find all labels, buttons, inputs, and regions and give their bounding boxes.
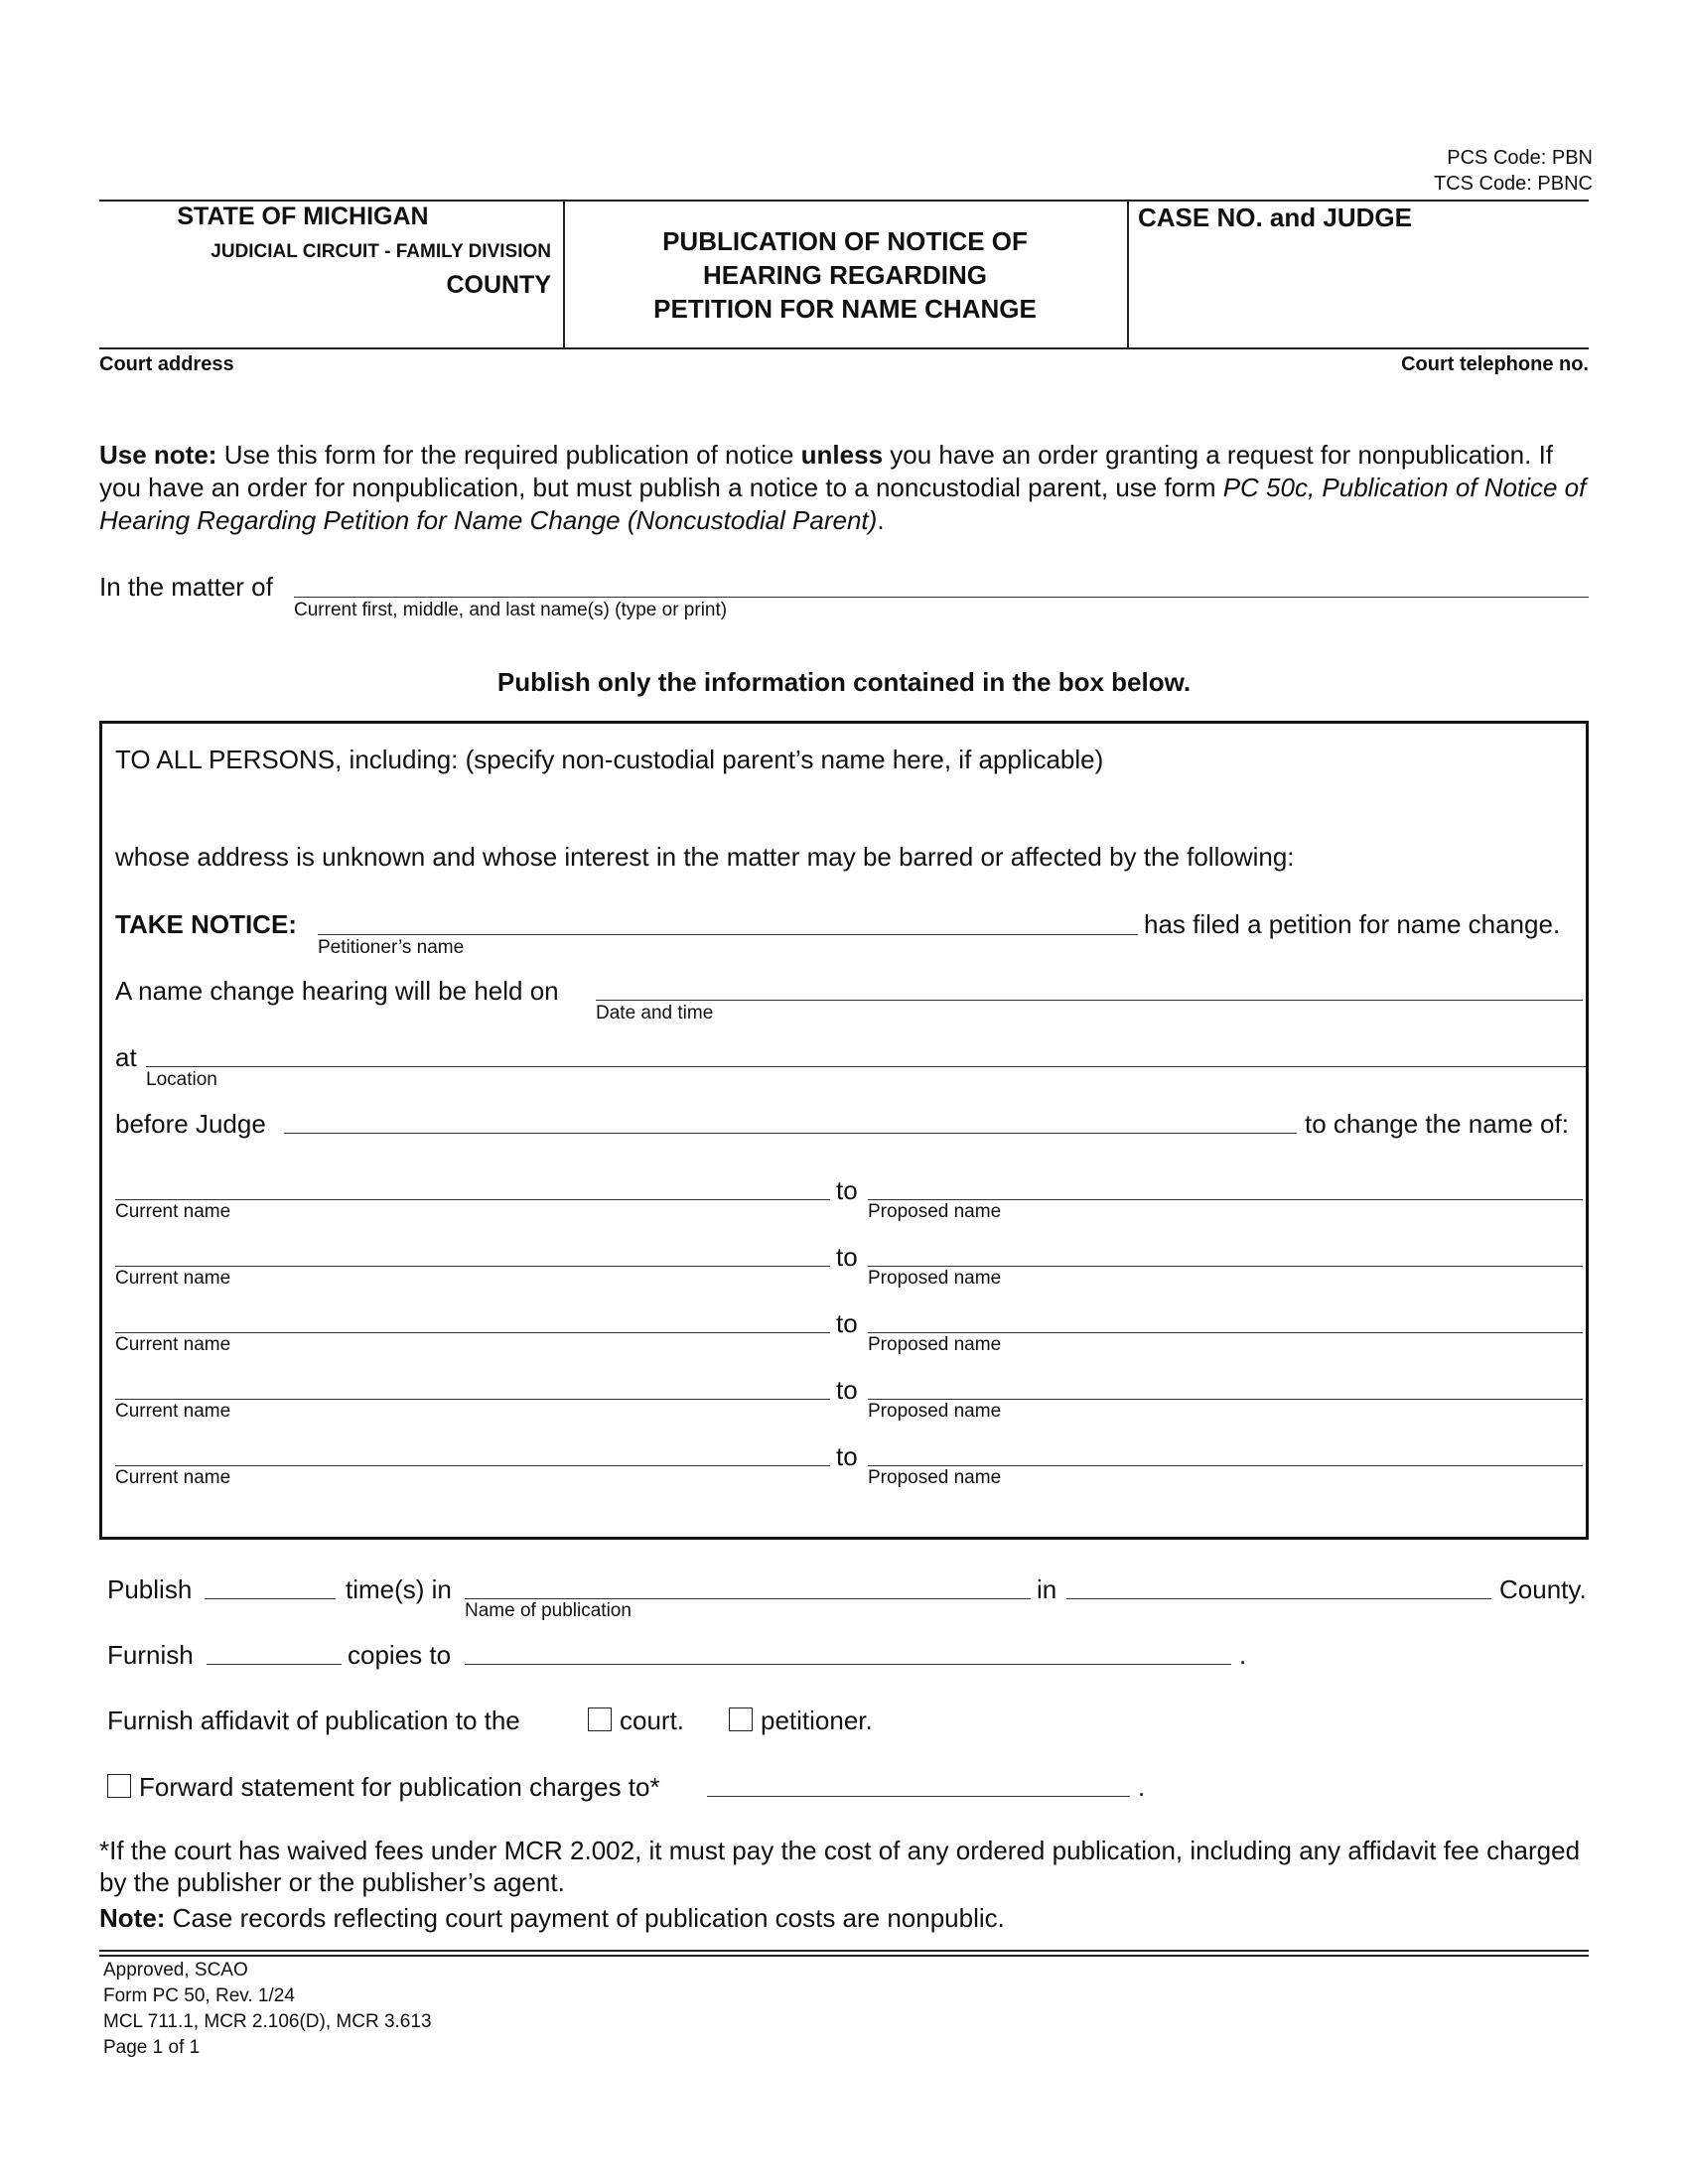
court-header <box>99 203 551 300</box>
whose-address: whose address is unknown and whose interest in the matter may be barred or affected by the following: <box>115 842 1295 872</box>
to-label: to <box>836 1441 858 1471</box>
to-label: to <box>836 1175 858 1205</box>
county-label: COUNTY <box>446 271 551 299</box>
header-divider-2 <box>1127 200 1129 348</box>
to-label: to <box>836 1242 858 1272</box>
use-note-label: Use note: <box>99 440 217 470</box>
filed-text: has filed a petition for name change. <box>1144 909 1561 939</box>
current-name-caption: Current name <box>115 1401 231 1422</box>
take-notice-label: TAKE NOTICE: <box>115 909 297 939</box>
county-label: County. <box>1499 1574 1587 1604</box>
publish-times-field[interactable] <box>205 1598 336 1599</box>
proposed-name-caption: Proposed name <box>868 1334 1002 1355</box>
approved-text: Approved, SCAO <box>103 1960 248 1980</box>
petitioner-option-label: petitioner. <box>761 1706 873 1735</box>
title-line-2: HEARING REGARDING <box>702 260 987 290</box>
nonpublic-note <box>99 1903 1005 1934</box>
copies-to-label: copies to <box>348 1640 452 1670</box>
date-caption: Date and time <box>596 1003 714 1024</box>
hearing-text: A name change hearing will be held on <box>115 976 559 1006</box>
page-number: Page 1 of 1 <box>103 2037 201 2058</box>
header-bottom-rule <box>99 347 1589 349</box>
current-name-caption: Current name <box>115 1467 231 1488</box>
proposed-name-caption: Proposed name <box>868 1467 1002 1488</box>
publish-label: Publish <box>107 1574 193 1604</box>
court-address-label: Court address <box>99 353 234 375</box>
footer-rule-2 <box>99 1955 1589 1957</box>
title-line-1: PUBLICATION OF NOTICE OF <box>662 226 1028 256</box>
proposed-name-field[interactable] <box>868 1266 1583 1267</box>
footer-rule-1 <box>99 1950 1589 1952</box>
title-line-3: PETITION FOR NAME CHANGE <box>653 294 1037 324</box>
county-field[interactable] <box>1066 1598 1491 1599</box>
petitioner-caption: Petitioner’s name <box>318 937 465 958</box>
waived-fees-note: *If the court has waived fees under MCR 2.002, it must pay the cost of any ordered publication, including any affidavit fee charged by the publisher or the publisher’s agent. <box>99 1836 1581 1897</box>
use-note-text-1: Use this form for the required publication of notice <box>216 440 801 470</box>
use-note <box>99 439 1589 537</box>
circuit-label: JUDICIAL CIRCUIT - FAMILY DIVISION <box>211 241 551 262</box>
forward-text: Forward statement for publication charges to* <box>139 1772 660 1802</box>
forward-recipient-field[interactable] <box>707 1796 1130 1797</box>
judge-name-field[interactable] <box>284 1133 1297 1134</box>
furnish-period: . <box>1239 1640 1247 1670</box>
furnish-label: Furnish <box>107 1640 194 1670</box>
proposed-name-field[interactable] <box>868 1465 1583 1466</box>
to-label: to <box>836 1308 858 1338</box>
forward-period: . <box>1138 1772 1146 1802</box>
furnish-copies-field[interactable] <box>207 1664 342 1665</box>
forward-checkbox[interactable] <box>107 1774 131 1798</box>
note-label: Note: <box>99 1903 166 1933</box>
form-footer <box>103 1958 432 2061</box>
use-note-form-ref: PC 50c, Publication of Notice of Hearing Regarding Petition for Name Change (Noncustodial Parent) <box>99 473 1587 535</box>
matter-label: In the matter of <box>99 572 273 602</box>
before-judge-label: before Judge <box>115 1109 266 1139</box>
form-title <box>564 224 1126 326</box>
to-label: to <box>836 1375 858 1405</box>
affidavit-text: Furnish affidavit of publication to the <box>107 1706 520 1735</box>
note-text: Case records reflecting court payment of publication costs are nonpublic. <box>165 1903 1005 1933</box>
matter-caption: Current first, middle, and last name(s) (type or print) <box>294 600 728 620</box>
times-in-label: time(s) in <box>346 1574 452 1604</box>
publication-name-field[interactable] <box>465 1598 1031 1599</box>
form-codes <box>1434 145 1593 197</box>
proposed-name-caption: Proposed name <box>868 1201 1002 1222</box>
in-label: in <box>1037 1574 1057 1604</box>
proposed-name-caption: Proposed name <box>868 1268 1002 1289</box>
location-caption: Location <box>146 1069 217 1090</box>
current-name-caption: Current name <box>115 1201 231 1222</box>
current-name-field[interactable] <box>115 1266 830 1267</box>
tcs-code: TCS Code: PBNC <box>1433 173 1593 195</box>
court-option-label: court. <box>620 1706 685 1735</box>
petitioner-checkbox[interactable] <box>729 1707 753 1731</box>
proposed-name-field[interactable] <box>868 1399 1583 1400</box>
legal-references: MCL 711.1, MCR 2.106(D), MCR 3.613 <box>103 2011 432 2032</box>
publish-only-heading: Publish only the information contained in the box below. <box>496 667 1192 697</box>
hearing-date-field[interactable] <box>596 1000 1583 1001</box>
use-note-end: . <box>877 505 885 535</box>
current-name-field[interactable] <box>115 1399 830 1400</box>
current-name-field[interactable] <box>115 1199 830 1200</box>
use-note-unless: unless <box>800 440 884 470</box>
location-field[interactable] <box>146 1066 1586 1067</box>
current-name-caption: Current name <box>115 1334 231 1355</box>
court-checkbox[interactable] <box>588 1707 612 1731</box>
use-note-text-2: you have an order granting a request for nonpublication. If you have an order for nonpublication, but must publish a notice to a noncustodial parent, use form <box>99 440 1554 502</box>
copies-recipient-field[interactable] <box>465 1664 1231 1665</box>
current-name-field[interactable] <box>115 1465 830 1466</box>
header-top-rule <box>99 200 1589 202</box>
current-name-caption: Current name <box>115 1268 231 1289</box>
form-number: Form PC 50, Rev. 1/24 <box>103 1985 295 2006</box>
matter-name-field[interactable] <box>294 597 1589 598</box>
petitioner-name-field[interactable] <box>318 934 1138 935</box>
at-label: at <box>115 1042 137 1072</box>
proposed-name-field[interactable] <box>868 1332 1583 1333</box>
publication-caption: Name of publication <box>465 1600 632 1621</box>
court-phone-label: Court telephone no. <box>1401 353 1589 375</box>
to-change-text: to change the name of: <box>1305 1109 1569 1139</box>
case-number-label: CASE NO. and JUDGE <box>1138 203 1412 232</box>
pcs-code: PCS Code: PBN <box>1447 147 1593 169</box>
to-all-persons: TO ALL PERSONS, including: (specify non-custodial parent’s name here, if applicable) <box>115 745 1104 774</box>
proposed-name-caption: Proposed name <box>868 1401 1002 1422</box>
proposed-name-field[interactable] <box>868 1199 1583 1200</box>
state-name: STATE OF MICHIGAN <box>177 203 429 230</box>
current-name-field[interactable] <box>115 1332 830 1333</box>
